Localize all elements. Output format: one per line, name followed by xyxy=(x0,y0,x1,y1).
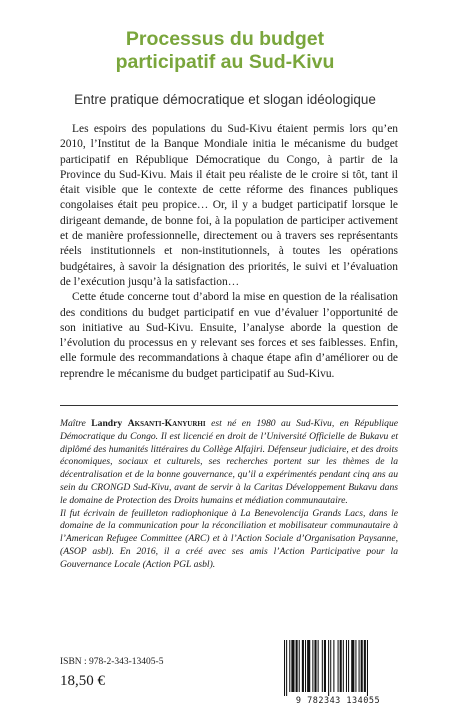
title-line-1: Processus du budget xyxy=(125,28,325,50)
barcode-bar xyxy=(351,640,354,692)
author-bio xyxy=(60,418,398,572)
summary-text xyxy=(60,122,398,382)
barcode-bar xyxy=(299,640,300,692)
isbn-label: ISBN : 978-2-343-13405-5 xyxy=(60,657,164,667)
summary-paragraph-1: Les espoirs des populations du Sud-Kivu étaient permis lors qu’en 2010, l’Institut de la Banque Mondiale initia le mécanisme du budget participatif en République Démocratique du Congo, à partir de la Province du Sud-Kivu. Mais il était peu réaliste de le croire si tôt, tant il était visible que le contexte de cette réforme des finances publiques congolaises était peu propice… Or, il y a budget participatif lorsque le dirigeant demande, de bonne foi, à la population de participer activement et de manière professionnelle, directement ou à travers ses représentants réels institutionnels et non-institutionnels, à toutes les opérations budgétaires, à savoir la désignation des priorités, le suivi et l’évaluation de l’exécution jusqu’à la satisfaction… xyxy=(60,123,398,288)
barcode-bar xyxy=(322,640,323,692)
barcode-bar xyxy=(305,640,306,692)
barcode-bar xyxy=(324,640,326,692)
barcode-bar xyxy=(312,640,313,692)
author-bio-paragraph-1 xyxy=(60,418,398,508)
barcode-bar xyxy=(348,640,349,692)
author-first-name: Landry xyxy=(91,418,123,429)
barcode-bar xyxy=(338,640,339,692)
title-line-2: participatif au Sud-Kivu xyxy=(115,51,335,73)
barcode-bars xyxy=(278,640,398,696)
barcode-bar xyxy=(314,640,316,692)
barcode-bar xyxy=(318,640,319,692)
barcode-icon xyxy=(278,640,398,702)
author-bio-paragraph-2: Il fut écrivain de feuilleton radiophonique à La Benevolencija Grands Lacs, dans le domaine de la communication pour la réconciliation et mobilisateur communautaire à l’American Refugee Committee (ARC) et à l’Action Sociale d’Organisation Paysanne, (ASOP asbl). En 2016, il a créé avec ses amis l’Action Participative pour la Gouvernance Locale (Action PGL asbl). xyxy=(60,507,398,570)
book-subtitle: Entre pratique démocratique et slogan idéologique xyxy=(74,92,376,107)
barcode-bar xyxy=(284,640,285,696)
barcode-bar xyxy=(361,640,363,692)
author-last-name: Aksanti-Kanyurhi xyxy=(127,418,206,429)
barcode-bar xyxy=(330,640,331,692)
barcode-bar xyxy=(343,640,344,692)
price-label: 18,50 € xyxy=(60,673,105,689)
barcode-bar xyxy=(367,640,368,696)
barcode-bar xyxy=(291,640,294,692)
book-title xyxy=(0,28,450,74)
section-divider xyxy=(60,405,398,406)
barcode-bar xyxy=(302,640,304,692)
barcode-bar xyxy=(296,640,298,692)
barcode-bar xyxy=(307,640,310,692)
barcode-bar xyxy=(333,640,334,692)
barcode-bar xyxy=(328,640,329,696)
barcode-bar xyxy=(340,640,342,692)
author-prefix: Maître xyxy=(60,418,92,429)
barcode-bar xyxy=(286,640,287,696)
barcode-bar xyxy=(359,640,360,692)
barcode-digits: 9 782343 134055 xyxy=(295,696,381,706)
summary-paragraph-2: Cette étude concerne tout d’abord la mise en question de la réalisation des conditions du budget participatif en vue d’évaluer l’opportunité de son initiative au Sud-Kivu. Ensuite, l’analyse aborde la question de l’évolution du processus en y relevant ses forces et ses faiblesses. Enfin, elle formule des recommandations à chaque étape afin d’améliorer ou de reprendre le mécanisme du budget participatif au Sud-Kivu. xyxy=(60,291,398,380)
barcode-bar xyxy=(289,640,290,692)
barcode-bar xyxy=(346,640,347,692)
barcode-bar xyxy=(355,640,356,692)
barcode-bar xyxy=(364,640,366,692)
author-bio-text-1: est né en 1980 au Sud-Kivu, en République Démocratique du Congo. Il est licencié en droit de l’Université Officielle de Bukavu et diplômé des humanités littéraires du Collège Alfajiri. Défenseur judiciaire, et des droits économiques, sociaux et culturels, ses recherches portent sur les thèmes de la décentralisation et de la bonne gouvernance, qu’il a expérimentés pendant cinq ans au sein du CRONGD Sud-Kivu, avant de servir à la Caritas Développement Bukavu dans le domaine de Protection des Droits humains et médiation communautaire. xyxy=(60,418,399,506)
